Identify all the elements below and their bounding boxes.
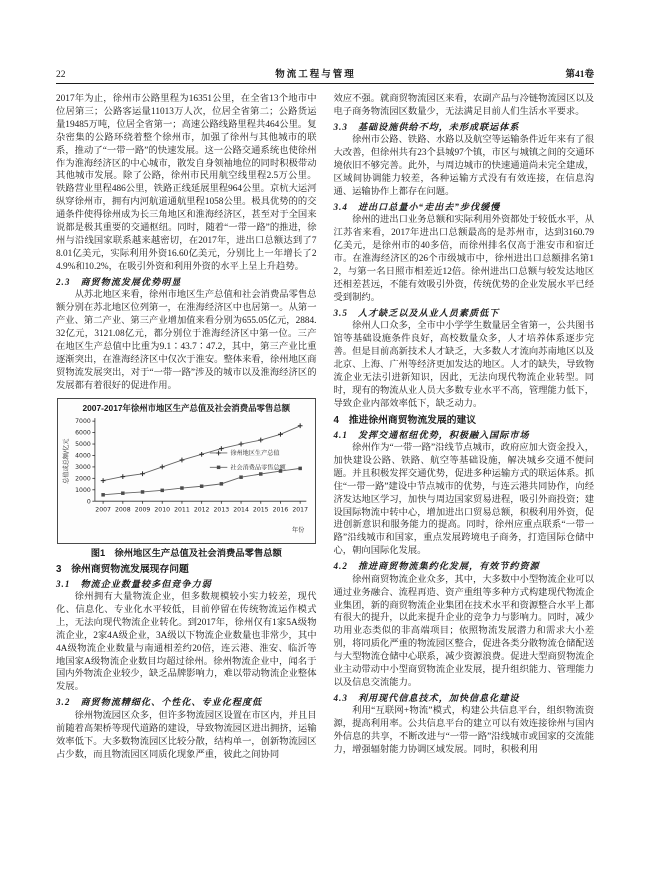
svg-text:1000: 1000 xyxy=(75,487,91,495)
figure-title: 2007-2017年徐州市地区生产总值及社会消费品零售总额 xyxy=(82,403,291,414)
svg-text:2000: 2000 xyxy=(75,475,91,483)
svg-text:0: 0 xyxy=(86,498,91,506)
body-paragraph: 利用“互联网+物流”模式，构建公共信息平台，组织物流资源，提高利用率。公共信息平台的建立可以有效连接徐州与国内外信息的共享，不断改进与“一带一路”沿线城市或国家的交流能力，增强辐射能力协调区域发展。同时，积极利用 xyxy=(333,706,594,756)
two-column-body xyxy=(56,93,594,761)
subsection-heading: 3.1 物流企业数量较多但竞争力弱 xyxy=(56,578,212,589)
svg-text:2013: 2013 xyxy=(213,506,230,514)
svg-text:4000: 4000 xyxy=(75,452,91,460)
body-paragraph: 徐州物流园区众多，但许多物流园区设置在市区内，并且目前随着高架桥等现代道路的建设，导致物流园区进出拥挤，运输效率低下。大多数物流园区比较分散，结构单一，创新物流园区占少数，而且物流园区同质化现象严重，彼此之间协同 xyxy=(56,710,317,760)
left-column xyxy=(56,93,317,761)
body-paragraph: 效应不强。就商贸物流园区来看，农副产品与冷链物流园区以及电子商务物流园区数量少，无法满足目前人们生活水平要求。 xyxy=(333,94,594,117)
figure-caption: 图1 徐州地区生产总值及社会消费品零售总额 xyxy=(90,547,282,558)
svg-text:社会消费品零售总额: 社会消费品零售总额 xyxy=(230,464,286,472)
subsection-heading: 2.3 商贸物流发展优势明显 xyxy=(56,276,182,287)
subsection-heading: 4.3 利用现代信息技术，加快信息化建设 xyxy=(333,692,520,703)
subsection-heading: 3.5 人才缺乏以及从业人员素质低下 xyxy=(333,307,500,318)
subsection-heading: 3.2 商贸物流精细化、个性化、专业化程度低 xyxy=(56,697,263,708)
section-heading: 3 徐州商贸物流发展现存问题 xyxy=(56,563,189,575)
subsection-heading: 3.3 基础设施供给不均，未形成联运体系 xyxy=(333,121,520,132)
svg-text:5000: 5000 xyxy=(75,441,91,449)
volume-label: 第41卷 xyxy=(565,70,594,80)
body-paragraph: 2017年为止，徐州市公路里程为16351公里，在全省13个地市中位居第三；公路客运量11013万人次，位居全省第二；公路货运量19485万吨，位居全省第一；高速公路线路里程共464公里。复杂密集的公路环绕着整个徐州市，加强了徐州与其他城市的联系，推动了“一带一路”的快速发展。这一公路交通系统也使徐州作为淮海经济区的中心城市，散发自身领袖地位的同时积极带动其他城市发展。除了公路，徐州市民用航空线里程2.5万公里。铁路营业里程486公里，铁路正线延展里程964公里。京杭大运河纵穿徐州市，拥有内河航道通航里程1058公里。极具优势的的交通条件使得徐州成为长三角地区和淮海经济区，甚至对于全国来说都是极其重要的交通枢纽。同时，随着“一带一路”的推进，徐州与沿线国家联系越来越密切，在2017年，进出口总额达到了78.01亿美元，实际利用外资16.60亿美元，分别比上一年增长了24.9%和10.2%，在吸引外资和利用外资的水平上呈上升趋势。 xyxy=(56,94,317,272)
subsection-heading: 4.2 推进商贸物流集约化发展，有效节约资源 xyxy=(333,561,540,572)
svg-text:2007: 2007 xyxy=(95,506,111,514)
section-heading: 4 推进徐州商贸物流发展的建议 xyxy=(333,414,477,426)
chart-svg xyxy=(60,415,313,541)
svg-text:2009: 2009 xyxy=(134,506,151,514)
svg-text:2008: 2008 xyxy=(115,506,131,514)
svg-text:2011: 2011 xyxy=(174,506,190,514)
page-number: 22 xyxy=(56,70,66,80)
body-paragraph: 徐州拥有大量物流企业，但多数规模较小实力较差，现代化、信息化、专业化水平较低，目前停留在传统物流运作模式上，无法向现代物流企业转化。到2017年，徐州仅有1家5A级物流企业，2家4A级企业，3A级以下物流企业数量也非常少，其中4A级物流企业数量与南通相差约20倍，连云港、淮安、临沂等地国家A级物流企业数目均超过徐州。徐州物流企业中，闻名于国内外物流企业较少，缺乏品牌影响力，难以带动物流企业整体发展。 xyxy=(56,592,317,693)
body-paragraph: 从苏北地区来看，徐州市地区生产总值和社会消费品零售总额分别在苏北地区位列第一，在淮海经济区中也居第一。从第一产业、第二产业、第三产业增加值来看分别为655.05亿元，2884.32亿元，3121.08亿元，都分别位于淮海经济区中第一位。三产在地区生产总值中比重为9.1∶43.7∶47.2，其中，第三产业比重逐渐突出，在淮海经济区中仅次于淮安。整体来看，徐州地区商贸物流发展突出，对于“一带一路”涉及的城市以及淮海经济区的发展都有着很好的促进作用。 xyxy=(56,290,317,391)
svg-text:2017: 2017 xyxy=(292,506,308,514)
svg-text:年份: 年份 xyxy=(291,527,305,535)
right-column xyxy=(334,93,595,761)
body-paragraph: 徐州的进出口业务总额和实际利用外资都处于较低水平，从江苏省来看，2017年进出口总额最高的是苏州市，达到3160.79亿美元，是徐州市的40多倍，而徐州排名仅高于淮安市和宿迁市。在淮海经济区的26个市级城市中，徐州进出口总额排名第12，与第一名日照市相差近12倍。徐州进出口总额与较发达地区还相差甚远，不能有效吸引外资，传统优势的企业发展水平已经受到制约。 xyxy=(333,215,594,303)
body-paragraph: 徐州商贸物流企业众多，其中，大多数中小型物流企业可以通过业务融合、流程再造、资产重组等多种方式构建现代物流企业集团，新的商贸物流企业集团在技术水平和资源整合水平上都有很大的提升，以此来提升企业的竞争力与影响力。同时，减少功用业态类似的非高端项目；依照物流发展潜力和需求大小差别，将同质化严重的物流园区整合，促进各类分散物流仓储配送与大型物流仓储中心联系，减少资源浪费。促进大型商贸物流企业主动带动中小型商贸物流企业发展，提升组织能力、管理能力以及信息交流能力。 xyxy=(333,574,594,688)
body-paragraph: 徐州人口众多，全市中小学学生数量居全省第一，公共图书馆等基础设施条件良好，高校数量众多，人才培养体系逐步完善。但是目前高新技术人才缺乏，大多数人才流向苏南地区以及北京、上海、广州等经济更加发达的地区。人才的缺失，导致物流企业无法引进新知识，因此，无法向现代物流企业转型。同时，现有的物流从业人员大多数专业水平不高，管理能力低下，导致企业内部效率低下，缺乏动力。 xyxy=(333,321,594,409)
subsection-heading: 4.1 发挥交通枢纽优势，积极融入国际市场 xyxy=(333,429,530,440)
figure-chart xyxy=(57,398,316,543)
body-paragraph: 徐州作为“一带一路”沿线节点城市，政府应加大资金投入，加快建设公路、铁路、航空等基础设施，解决城乡交通不便问题。并且积极发挥交通优势，促进多种运输方式的联运体系。抓住“一带一路”建设中节点城市的优势，与连云港共同协作，向经济发达地区学习，加快与周边国家贸易进程，吸引外商投资；建设国际物流中转中心，增加进出口贸易总额，积极利用外资，促进创新意识和服务能力的提高。同时，徐州应重点联系“一带一路”沿线城市和国家，重点发展跨境电子商务，打造国际仓储中心，朝向国际化发展。 xyxy=(333,443,594,557)
svg-text:2014: 2014 xyxy=(233,506,249,514)
svg-text:6000: 6000 xyxy=(75,430,91,438)
svg-text:徐州地区生产总值: 徐州地区生产总值 xyxy=(230,450,280,458)
subsection-heading: 3.4 进出口总量小“走出去”步伐缓慢 xyxy=(333,201,501,212)
svg-text:7000: 7000 xyxy=(75,418,91,426)
svg-text:2012: 2012 xyxy=(193,506,210,514)
body-paragraph: 徐州市公路、铁路、水路以及航空等运输条件近年来有了很大改善，但徐州共有23个县城97个镇，市区与城镇之间的交通环境依旧不够完善。此外，与周边城市的快速通道尚未完全建成，区域间协调能力较差，各种运输方式没有有效连接，在信息沟通、运输协作上都存在问题。 xyxy=(333,135,594,197)
svg-text:2015: 2015 xyxy=(252,506,269,514)
page-header xyxy=(56,66,594,84)
svg-text:2016: 2016 xyxy=(272,506,289,514)
journal-title: 物流工程与管理 xyxy=(275,70,356,80)
svg-text:2010: 2010 xyxy=(154,506,171,514)
svg-text:3000: 3000 xyxy=(75,464,91,472)
svg-text:总值或总额/亿元: 总值或总额/亿元 xyxy=(63,439,71,485)
